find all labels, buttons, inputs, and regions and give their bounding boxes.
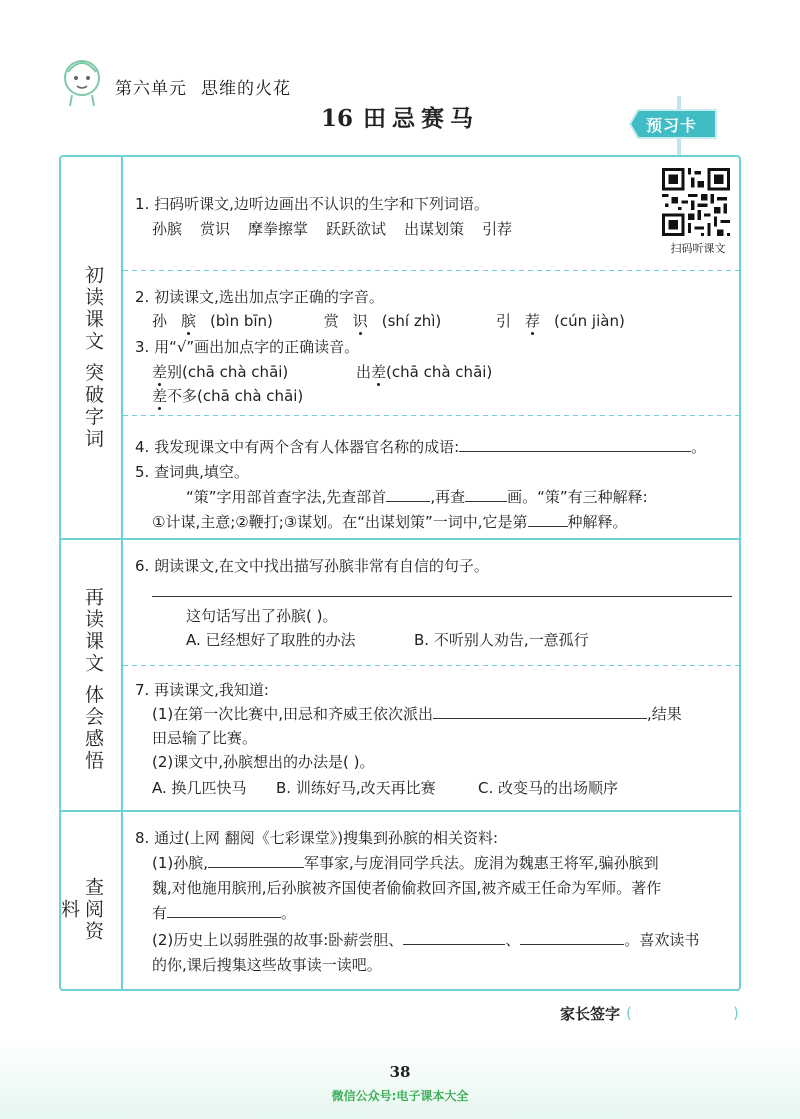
option-c[interactable]: C. 改变马的出场顺序 <box>478 779 619 797</box>
question-1: 1. 扫码听课文,边听边画出不认识的生字和下列词语。 <box>135 195 489 213</box>
pinyin-item <box>324 312 442 330</box>
text: 。喜欢读书 <box>624 931 700 949</box>
q8-line: 魏,对他施用膑刑,后孙膑被齐国使者偷偷救回齐国,被齐威王任命为军师。著作 <box>152 879 662 897</box>
parent-signature-label: 家长签字 <box>560 1005 621 1023</box>
text: ,结果 <box>647 705 682 723</box>
dotted-char: 差 <box>152 363 168 381</box>
answer-blank[interactable] <box>208 853 304 868</box>
section-label: 初读课文 突破字词 <box>82 265 104 451</box>
option-b[interactable]: B. 不听别人劝告,一意孤行 <box>414 631 589 649</box>
page-number: 38 <box>389 1063 411 1081</box>
answer-blank[interactable] <box>528 512 568 527</box>
word: 孙膑 <box>152 220 183 238</box>
char: 别 <box>167 363 183 381</box>
answer-blank[interactable] <box>465 487 507 502</box>
text: (1)在第一次比赛中,田忌和齐威王依次派出 <box>152 705 434 723</box>
pinyin-options[interactable]: (chā chà chāi) <box>386 363 493 381</box>
char: 出 <box>356 363 372 381</box>
word: 引荐 <box>482 220 513 238</box>
dotted-char: 差 <box>152 387 168 405</box>
pinyin-options[interactable]: (cún jiàn) <box>554 312 625 330</box>
footer-note: 微信公众号:电子课本大全 <box>331 1089 469 1103</box>
dotted-char: 膑 <box>181 312 197 330</box>
answer-blank[interactable] <box>433 704 647 719</box>
text: “策”字用部首查字法,先查部首 <box>186 488 387 506</box>
answer-blank[interactable] <box>459 437 691 452</box>
q5-line <box>186 487 648 507</box>
section-separator <box>61 810 739 812</box>
option-a[interactable]: A. 已经想好了取胜的办法 <box>186 631 356 649</box>
text: 画。“策”有三种解释: <box>507 488 648 506</box>
q8-line <box>152 930 699 950</box>
lesson-number: 16 <box>320 105 353 132</box>
pinyin-options[interactable]: (chā chà chāi) <box>197 387 304 405</box>
text: 有 <box>152 904 168 922</box>
question-8: 8. 通过(上网 翻阅《七彩课堂》)搜集到孙膑的相关资料: <box>135 829 499 847</box>
pinyin-options[interactable]: (shí zhì) <box>381 312 442 330</box>
answer-blank[interactable] <box>520 930 624 945</box>
answer-blank[interactable] <box>167 903 281 918</box>
option-b[interactable]: B. 训练好马,改天再比赛 <box>276 779 436 797</box>
question-3: 3. 用“√”画出加点字的正确读音。 <box>135 338 360 356</box>
q6-sub: 这句话写出了孙膑( )。 <box>186 607 338 625</box>
pinyin-item <box>152 386 303 406</box>
row-separator <box>123 415 739 416</box>
section-label: 查阅资料 <box>58 877 104 943</box>
dotted-char: 荐 <box>525 312 541 330</box>
dotted-char: 差 <box>371 363 387 381</box>
text: ①计谋,主意;②鞭打;③谋划。在“出谋划策”一词中,它是第 <box>152 513 528 531</box>
question-7: 7. 再读课文,我知道: <box>135 681 269 699</box>
text: 军事家,与庞涓同学兵法。庞涓为魏惠王将军,骗孙膑到 <box>304 854 659 872</box>
punct: 。 <box>691 438 707 456</box>
answer-blank[interactable] <box>386 487 430 502</box>
q7-line: (2)课文中,孙膑想出的办法是( )。 <box>152 753 375 771</box>
answer-blank[interactable] <box>403 930 505 945</box>
pinyin-item <box>152 312 273 330</box>
pinyin-item <box>496 312 625 330</box>
q8-line <box>152 853 659 873</box>
text: 种解释。 <box>567 513 628 531</box>
word: 赏识 <box>200 220 231 238</box>
qr-caption: 扫码听课文 <box>670 242 726 255</box>
question-text: 4. 我发现课文中有两个含有人体器官名称的成语: <box>135 438 460 456</box>
text: ,再查 <box>430 488 466 506</box>
question-2: 2. 初读课文,选出加点字正确的字音。 <box>135 288 384 306</box>
signature-paren-close: ) <box>733 1004 739 1022</box>
question-5: 5. 查词典,填空。 <box>135 463 249 481</box>
pinyin-options[interactable]: (bìn bīn) <box>210 312 273 330</box>
unit-label: 第六单元 <box>115 79 187 99</box>
question-4 <box>135 437 706 457</box>
section-separator <box>61 538 739 540</box>
word: 摩拳擦掌 <box>248 220 309 238</box>
char: 不多 <box>167 387 198 405</box>
text: (1)孙膑, <box>152 854 209 872</box>
q8-line: 的你,课后搜集这些故事读一读吧。 <box>152 956 382 974</box>
word: 出谋划策 <box>404 220 465 238</box>
char: 孙 <box>152 312 168 330</box>
char: 赏 <box>323 312 339 330</box>
pinyin-options[interactable]: (chā chà chāi) <box>182 363 289 381</box>
signature-field[interactable] <box>638 1004 730 1024</box>
word: 跃跃欲试 <box>326 220 387 238</box>
pinyin-row <box>152 311 625 331</box>
word-list <box>152 219 512 239</box>
dotted-char: 识 <box>352 312 368 330</box>
q7-line: 田忌输了比赛。 <box>152 729 258 747</box>
char: 引 <box>496 312 512 330</box>
pinyin-item <box>356 362 492 382</box>
section-divider <box>121 157 123 989</box>
text: (2)历史上以弱胜强的故事:卧薪尝胆、 <box>152 931 404 949</box>
pinyin-item <box>152 362 288 382</box>
section-label: 再读课文 体会感悟 <box>82 587 104 773</box>
q7-line <box>152 704 682 724</box>
option-a[interactable]: A. 换几匹快马 <box>152 779 247 797</box>
text: 、 <box>505 931 521 949</box>
lesson-name: 田忌赛马 <box>363 105 479 132</box>
signature-paren-open: ( <box>626 1004 632 1022</box>
row-separator <box>123 270 739 271</box>
q5-line <box>152 512 628 532</box>
text: 。 <box>281 904 297 922</box>
tag-label: 预习卡 <box>646 116 698 135</box>
row-separator <box>123 665 739 666</box>
answer-line[interactable] <box>152 596 732 597</box>
unit-theme: 思维的火花 <box>201 79 291 99</box>
question-6: 6. 朗读课文,在文中找出描写孙膑非常有自信的句子。 <box>135 557 489 575</box>
qr-code-icon[interactable] <box>662 168 730 236</box>
q8-line <box>152 903 296 923</box>
unit-title <box>115 74 291 99</box>
